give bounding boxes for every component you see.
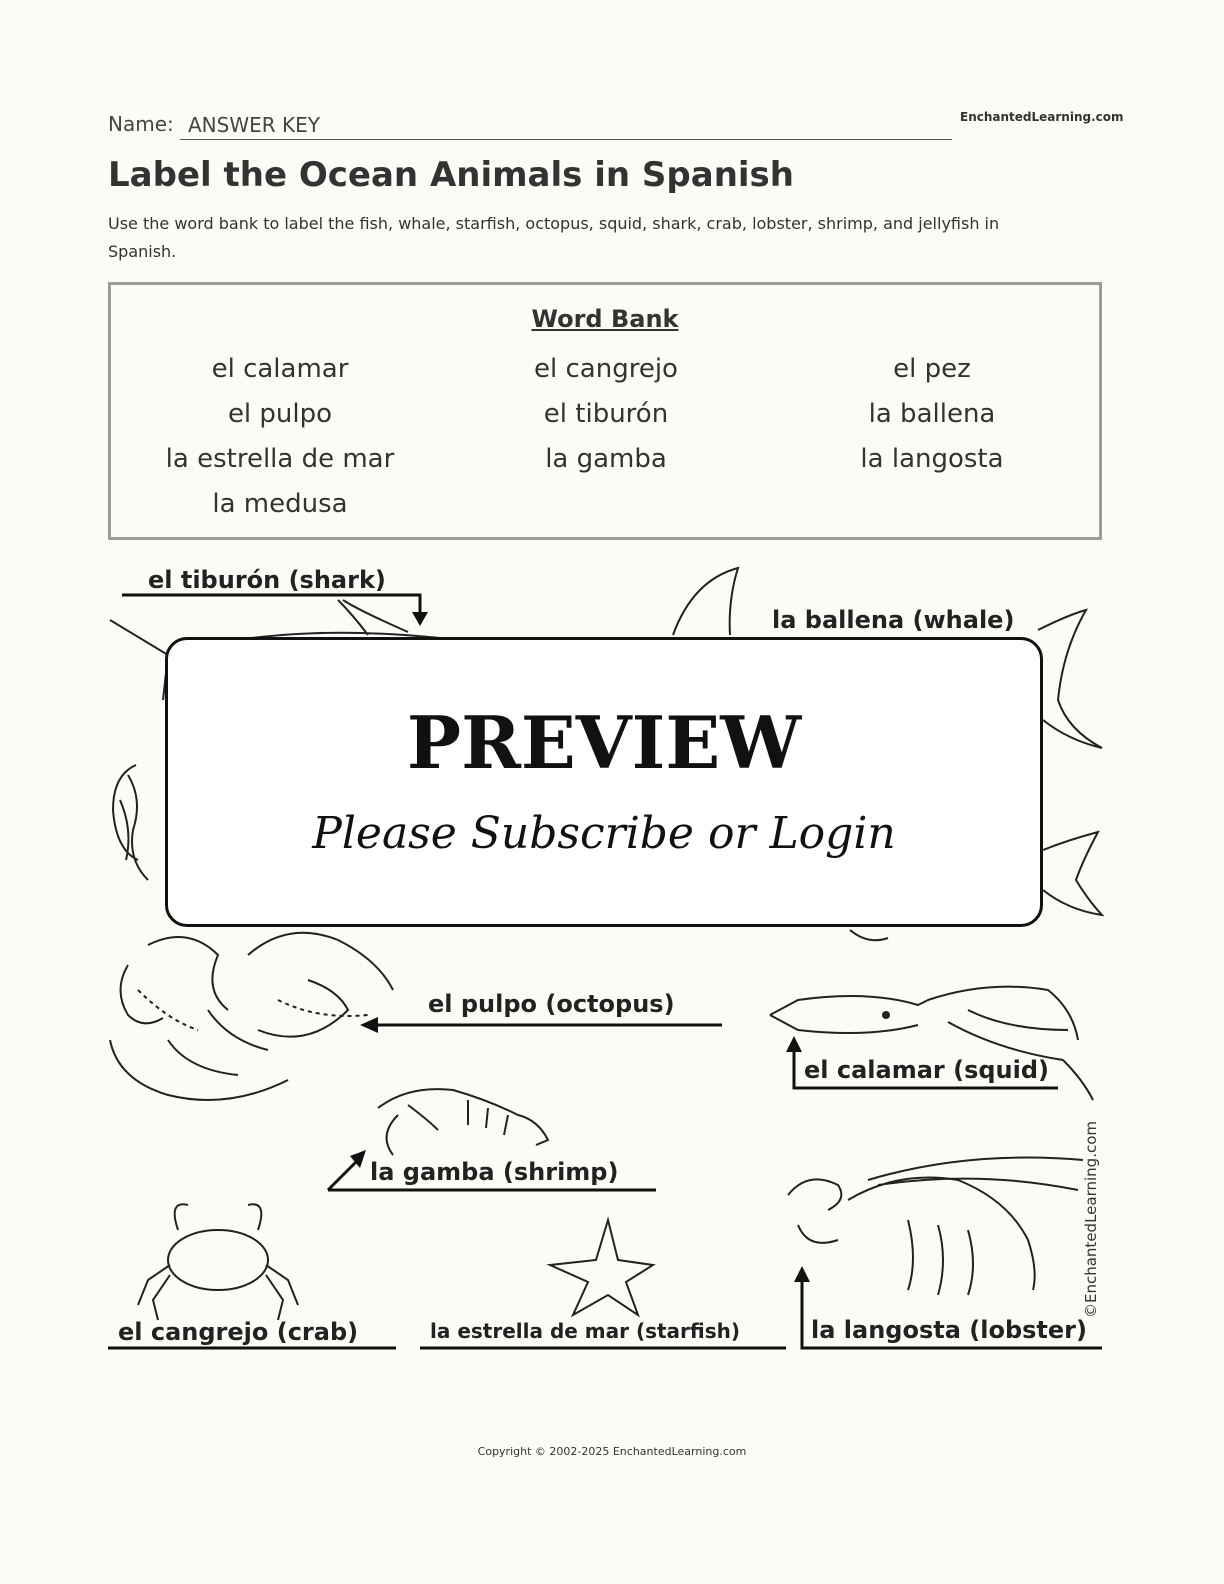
word-bank-item: la langosta bbox=[860, 444, 1004, 474]
lobster-label: la langosta (lobster) bbox=[811, 1316, 1087, 1344]
page-title: Label the Ocean Animals in Spanish bbox=[108, 155, 794, 195]
starfish-label: la estrella de mar (starfish) bbox=[430, 1319, 741, 1343]
word-bank-item: el calamar bbox=[211, 354, 349, 384]
shrimp-label: la gamba (shrimp) bbox=[370, 1158, 619, 1186]
preview-overlay[interactable] bbox=[165, 637, 1043, 927]
jellyfish-drawing bbox=[113, 765, 148, 880]
crab-drawing bbox=[138, 1204, 298, 1320]
word-bank-column-2 bbox=[441, 347, 771, 482]
word-bank bbox=[108, 282, 1102, 540]
word-bank-item: la gamba bbox=[545, 444, 667, 474]
octopus-arrow-icon bbox=[360, 1017, 378, 1033]
word-bank-item: el pez bbox=[893, 354, 971, 384]
site-name: EnchantedLearning.com bbox=[960, 110, 1124, 124]
lobster-drawing bbox=[788, 1158, 1083, 1296]
name-row bbox=[108, 108, 952, 140]
preview-subtitle[interactable]: Please Subscribe or Login bbox=[312, 808, 896, 859]
crab-label: el cangrejo (crab) bbox=[118, 1318, 359, 1346]
lobster-arrow-icon bbox=[794, 1266, 810, 1282]
squid-label: el calamar (squid) bbox=[804, 1056, 1049, 1084]
name-label: Name: bbox=[108, 112, 174, 136]
word-bank-column-1 bbox=[115, 347, 445, 527]
word-bank-item: la ballena bbox=[868, 399, 996, 429]
squid-arrow-icon bbox=[786, 1036, 802, 1052]
word-bank-item: el pulpo bbox=[227, 399, 333, 429]
shark-arrow-icon bbox=[412, 612, 428, 626]
whale-label: la ballena (whale) bbox=[772, 606, 1015, 634]
shrimp-drawing bbox=[378, 1089, 548, 1155]
shrimp-pointer-line bbox=[328, 1160, 358, 1190]
watermark: ©EnchantedLearning.com bbox=[1082, 1121, 1100, 1318]
crab-body bbox=[168, 1230, 268, 1290]
word-bank-item: el cangrejo bbox=[534, 354, 678, 384]
squid-eye bbox=[882, 1011, 890, 1019]
octopus-drawing bbox=[110, 933, 393, 1100]
copyright-footer: Copyright © 2002-2025 EnchantedLearning.com bbox=[477, 1445, 747, 1458]
name-value: ANSWER KEY bbox=[188, 113, 320, 137]
shark-label: el tiburón (shark) bbox=[148, 566, 386, 594]
word-bank-item: la medusa bbox=[212, 489, 348, 519]
preview-title: PREVIEW bbox=[406, 700, 802, 785]
octopus-label: el pulpo (octopus) bbox=[428, 990, 675, 1018]
word-bank-item: la estrella de mar bbox=[165, 444, 395, 474]
word-bank-column-3 bbox=[767, 347, 1097, 482]
name-field[interactable] bbox=[180, 109, 952, 140]
word-bank-title: Word Bank bbox=[531, 305, 679, 333]
starfish-drawing bbox=[550, 1220, 653, 1315]
instructions: Use the word bank to label the fish, whale, starfish, octopus, squid, shark, crab, lobster, shrimp, and jellyfish in Spanish. bbox=[108, 214, 1000, 261]
word-bank-item: el tiburón bbox=[543, 399, 669, 429]
